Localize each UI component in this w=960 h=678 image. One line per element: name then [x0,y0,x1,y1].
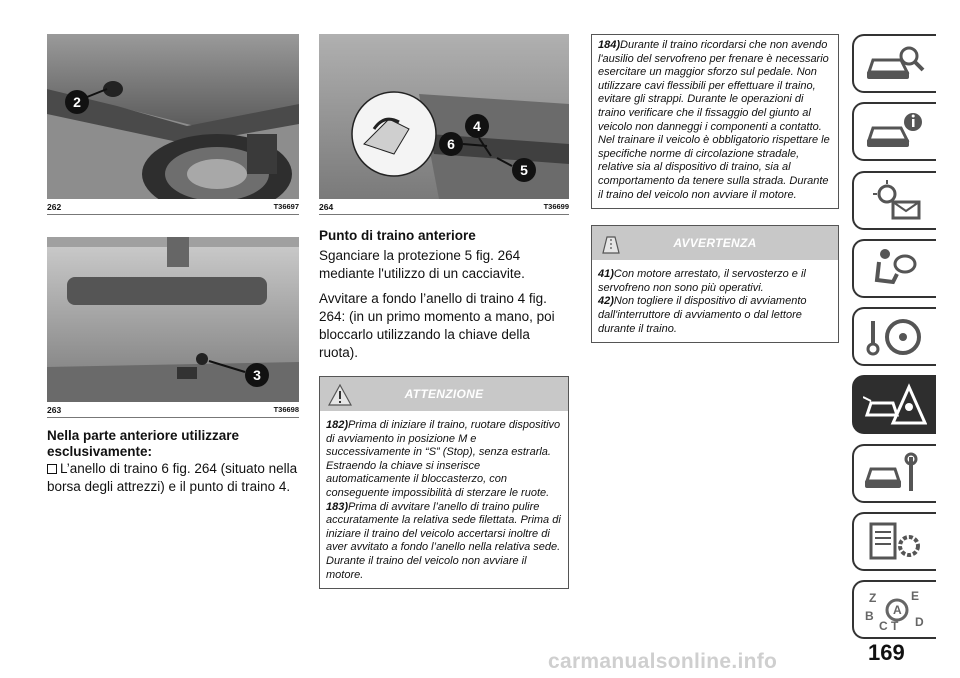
airbag-seat-icon [863,246,927,290]
index-letters-icon [863,588,927,632]
chapter-sidebar [852,34,936,649]
watermark: carmanualsonline.info [548,650,778,673]
section-heading: Punto di traino anteriore [319,228,476,243]
svg-text:Z: Z [869,590,877,605]
page-number: 169 [868,640,905,665]
figure-code: T36697 [273,202,299,211]
svg-text:2: 2 [73,94,81,110]
figure-262-caption [47,199,299,215]
car-magnifier-icon [863,42,927,86]
attention-header [320,377,568,411]
svg-text:A: A [893,602,902,617]
warning-box [591,225,839,343]
attention-body [320,411,568,588]
svg-text:B: B [865,608,874,623]
attention-box [319,376,569,589]
attention-title: ATTENZIONE [404,387,484,401]
body-paragraph-1: Sganciare la protezione 5 fig. 264 mediante l'utilizzo di un cacciavite. [319,248,525,281]
figure-263-caption [47,402,299,418]
tab-warning-lights[interactable] [852,171,936,230]
svg-text:E: E [911,588,920,603]
warning-item: 42)Non togliere il dispositivo di avviamento dall'interruttore di avviamento o dal lettore durante il traino. [598,295,807,335]
left-column [47,34,299,496]
svg-text:T: T [891,618,899,632]
body-paragraph-2: Avvitare a fondo l’anello di traino 4 fig. 264: (in un primo momento a mano, poi bloccarlo utilizzando la chiave della ruota). [319,291,555,360]
figure-number: 263 [47,405,62,415]
warning-lights-icon [863,178,927,222]
warning-body [592,260,838,342]
figure-number: 262 [47,202,62,212]
warning-header [592,226,838,260]
figure-code: T36698 [273,405,299,414]
svg-text:D: D [915,614,924,629]
car-wrench-icon [863,451,927,495]
figure-264-image [319,34,569,199]
svg-text:6: 6 [447,136,455,152]
tab-knowing-vehicle[interactable] [852,34,936,93]
car-warning-icon [600,233,622,255]
figure-263-image [47,237,299,402]
svg-text:C: C [879,618,888,632]
note-box: 184)Durante il traino ricordarsi che non avendo l'ausilio del servofreno per frenare è necessario esercitare un maggior sforzo sul pedale. Non utilizzare cavi flessibili per effettuare il traino, evitare gli strappi. Durante le operazioni di traino verificare che il fissaggio del giunto al veicolo non danneggi i componenti a contatto. Nel trainare il veicolo è obbligatorio rispettare le specifiche norme di circolazione stradale, relative sia al dispositivo di traino, sia al comportamento da tenere sulla strada. Durante il traino del veicolo non avviare il motore. [591,34,839,209]
figure-263 [47,237,299,418]
specs-gear-icon [863,520,927,564]
tab-technical-data[interactable] [852,512,936,571]
warning-triangle-icon [328,384,352,406]
tab-maintenance[interactable] [852,444,936,503]
section-heading: Nella parte anteriore utilizzare esclusivamente: [47,428,240,459]
body-text: L’anello di traino 6 fig. 264 (situato nella borsa degli attrezzi) e il punto di traino 4. [47,461,298,494]
tab-driving[interactable] [852,307,936,366]
figure-code: T36699 [543,202,569,211]
svg-text:4: 4 [473,118,481,134]
attention-item: 183)Prima di avvitare l’anello di traino pulire accuratamente la relativa sede filettata. Prima di iniziare il traino del veicolo accertarsi inoltre di aver avvitato a fondo l’anello nella relativa sede. Durante il traino del veicolo non avviare il motore. [326,500,561,581]
svg-text:5: 5 [520,162,528,178]
checkbox-bullet-icon [47,464,57,474]
figure-number: 264 [319,202,334,212]
tab-index[interactable] [852,580,936,639]
right-column [591,34,839,343]
figure-262 [47,34,299,215]
attention-item: 182)Prima di iniziare il traino, ruotare dispositivo di avviamento in posizione M e successivamente in “S” (Stop), senza estrarla. Estraendo la chiave si inserisce automaticamente il bloccasterzo, con conseguente impossibilità di sterzare le ruote. [326,419,561,499]
car-info-icon [863,110,927,154]
car-breakdown-icon [863,383,927,427]
figure-264 [319,34,569,215]
tab-safety[interactable] [852,239,936,298]
svg-text:3: 3 [253,367,261,383]
tab-info[interactable] [852,102,936,161]
figure-262-image [47,34,299,199]
figure-264-caption [319,199,569,215]
steering-key-icon [863,315,927,359]
warning-item: 41)Con motore arrestato, il servosterzo e il servofreno non sono più operativi. [598,268,806,294]
tab-emergency[interactable] [852,375,936,434]
warning-title: AVVERTENZA [673,236,757,251]
middle-column [319,34,569,589]
